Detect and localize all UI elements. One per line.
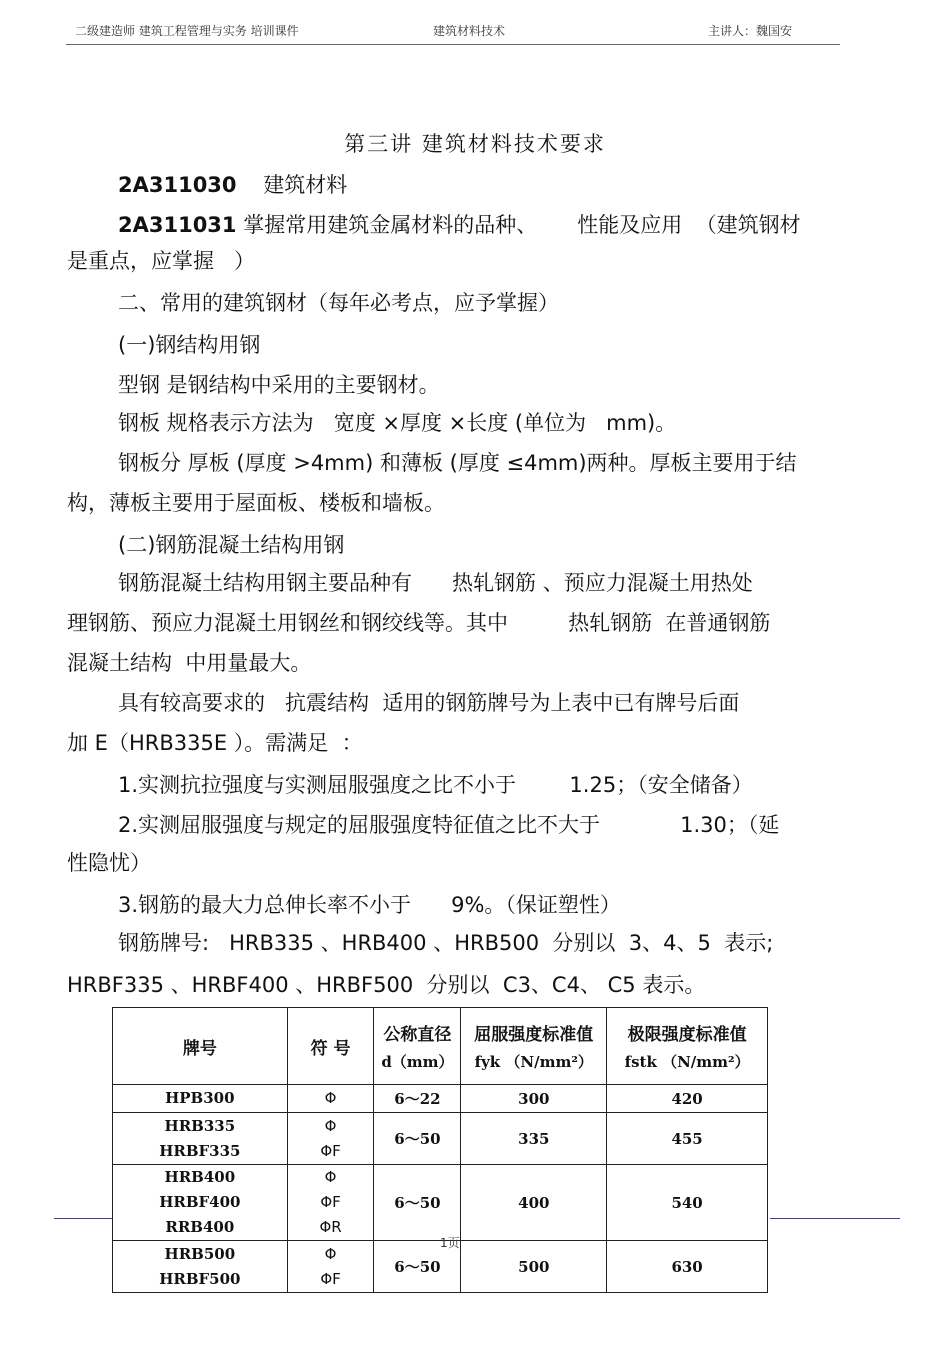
grade-cell	[113, 1241, 288, 1293]
paragraph-line: 理钢筋、预应力混凝土用钢丝和钢绞线等。其中 热轧钢筋 在普通钢筋	[67, 611, 771, 635]
paragraph-line: 是重点，应掌握 ）	[67, 249, 256, 273]
section-heading	[118, 172, 347, 198]
table-row	[113, 1085, 768, 1113]
col-header-grade: 牌号	[113, 1008, 288, 1085]
col-header-ultimate	[607, 1008, 768, 1085]
col-header-yield-unit: fyk （N/mm²）	[474, 1053, 593, 1071]
symbol-cell	[287, 1241, 374, 1293]
rebar-symbol: Φ	[324, 1168, 337, 1186]
diameter-cell: 6～50	[374, 1165, 461, 1241]
rebar-symbol: ΦF	[320, 1269, 341, 1288]
rebar-symbol: ΦF	[320, 1193, 341, 1211]
paragraph-line: (一)钢结构用钢	[118, 333, 261, 357]
diameter-cell: 6～50	[374, 1113, 461, 1165]
footer-divider-right	[770, 1218, 900, 1219]
symbol-cell	[287, 1165, 374, 1241]
ultimate-cell: 630	[607, 1241, 768, 1293]
grade-name: HRBF335	[159, 1141, 241, 1160]
paragraph-line: 钢板 规格表示方法为 宽度 ×厚度 ×长度 (单位为 mm)。	[118, 411, 677, 435]
subsection-code: 2A311031	[118, 213, 237, 237]
col-header-symbol: 符 号	[287, 1008, 374, 1085]
grade-cell	[113, 1113, 288, 1165]
header-divider	[66, 44, 840, 45]
paragraph-line: 钢筋混凝土结构用钢主要品种有 热轧钢筋 、预应力混凝土用热处	[118, 571, 753, 595]
paragraph-line: 性隐忧）	[67, 851, 151, 875]
yield-cell: 400	[461, 1165, 607, 1241]
section-name: 建筑材料	[236, 173, 348, 197]
table-row	[113, 1113, 768, 1165]
paragraph-line: 2.实测屈服强度与规定的屈服强度特征值之比不大于 1.30；（延	[118, 813, 780, 837]
grade-name: HRBF500	[159, 1269, 241, 1288]
paragraph-line: 构，薄板主要用于屋面板、楼板和墙板。	[67, 491, 445, 515]
paragraph-line: 混凝土结构 中用量最大。	[67, 651, 312, 675]
grade-name: HRB500	[164, 1244, 236, 1263]
paragraph-line: 钢板分 厚板 (厚度 >4mm) 和薄板 (厚度 ≤4mm)两种。厚板主要用于结	[118, 451, 797, 475]
col-header-ultimate-label: 极限强度标准值	[627, 1025, 747, 1045]
col-header-diameter	[374, 1008, 461, 1085]
col-header-ultimate-unit: fstk （N/mm²）	[624, 1053, 750, 1071]
subsection-heading	[118, 212, 801, 238]
footer-divider-left	[54, 1218, 112, 1219]
rebar-symbol: ΦF	[320, 1141, 341, 1160]
paragraph-line: 3.钢筋的最大力总伸长率不小于 9%。（保证塑性）	[118, 893, 621, 917]
symbol-cell	[287, 1113, 374, 1165]
symbol-cell	[287, 1085, 374, 1113]
col-header-yield-label: 屈服强度标准值	[474, 1025, 594, 1045]
ultimate-cell: 455	[607, 1113, 768, 1165]
ultimate-cell: 540	[607, 1165, 768, 1241]
header-lecturer: 主讲人：魏国安	[708, 24, 793, 38]
subsection-name: 掌握常用建筑金属材料的品种、 性能及应用 （建筑钢材	[236, 213, 801, 237]
rebar-symbol: Φ	[324, 1116, 337, 1135]
diameter-cell: 6～50	[374, 1241, 461, 1293]
paragraph-line: 1.实测抗拉强度与实测屈服强度之比不小于 1.25；（安全储备）	[118, 773, 753, 797]
paragraph-line: 型钢 是钢结构中采用的主要钢材。	[118, 373, 440, 397]
paragraph-line: 二、常用的建筑钢材（每年必考点，应予掌握）	[118, 291, 559, 315]
section-code: 2A311030	[118, 173, 237, 197]
col-header-yield	[461, 1008, 607, 1085]
grade-name: HPB300	[165, 1089, 235, 1107]
grade-name: HRB400	[164, 1168, 236, 1186]
col-header-diameter-unit: d（mm）	[381, 1053, 454, 1071]
paragraph-line: HRBF335 、HRBF400 、HRBF500 分别以 C3、C4、 C5 表示。	[67, 973, 706, 997]
header-topic: 建筑材料技术	[433, 24, 506, 38]
grade-name: RRB400	[165, 1218, 235, 1236]
paragraph-line: 加 E（HRB335E ）。需满足 ：	[67, 731, 363, 755]
col-header-diameter-label: 公称直径	[383, 1025, 452, 1045]
paragraph-line: 钢筋牌号: HRB335 、HRB400 、HRB500 分别以 3、4、5 表示;	[118, 931, 774, 955]
ultimate-cell: 420	[607, 1085, 768, 1113]
grade-cell	[113, 1085, 288, 1113]
yield-cell: 500	[461, 1241, 607, 1293]
rebar-symbol: Φ	[324, 1244, 337, 1263]
grade-cell	[113, 1165, 288, 1241]
page-number: 1页	[440, 1236, 460, 1250]
rebar-symbol: ΦR	[319, 1218, 342, 1236]
table-header-row	[113, 1008, 768, 1085]
paragraph-line: 具有较高要求的 抗震结构 适用的钢筋牌号为上表中已有牌号后面	[118, 691, 740, 715]
header-course-title: 二级建造师 建筑工程管理与实务 培训课件	[75, 24, 299, 38]
yield-cell: 335	[461, 1113, 607, 1165]
yield-cell: 300	[461, 1085, 607, 1113]
paragraph-line: (二)钢筋混凝土结构用钢	[118, 533, 345, 557]
grade-name: HRB335	[164, 1116, 236, 1135]
table-row	[113, 1165, 768, 1241]
rebar-symbol: Φ	[324, 1089, 337, 1107]
diameter-cell: 6～22	[374, 1085, 461, 1113]
grade-name: HRBF400	[159, 1193, 241, 1211]
page-title: 第三讲 建筑材料技术要求	[344, 132, 606, 156]
